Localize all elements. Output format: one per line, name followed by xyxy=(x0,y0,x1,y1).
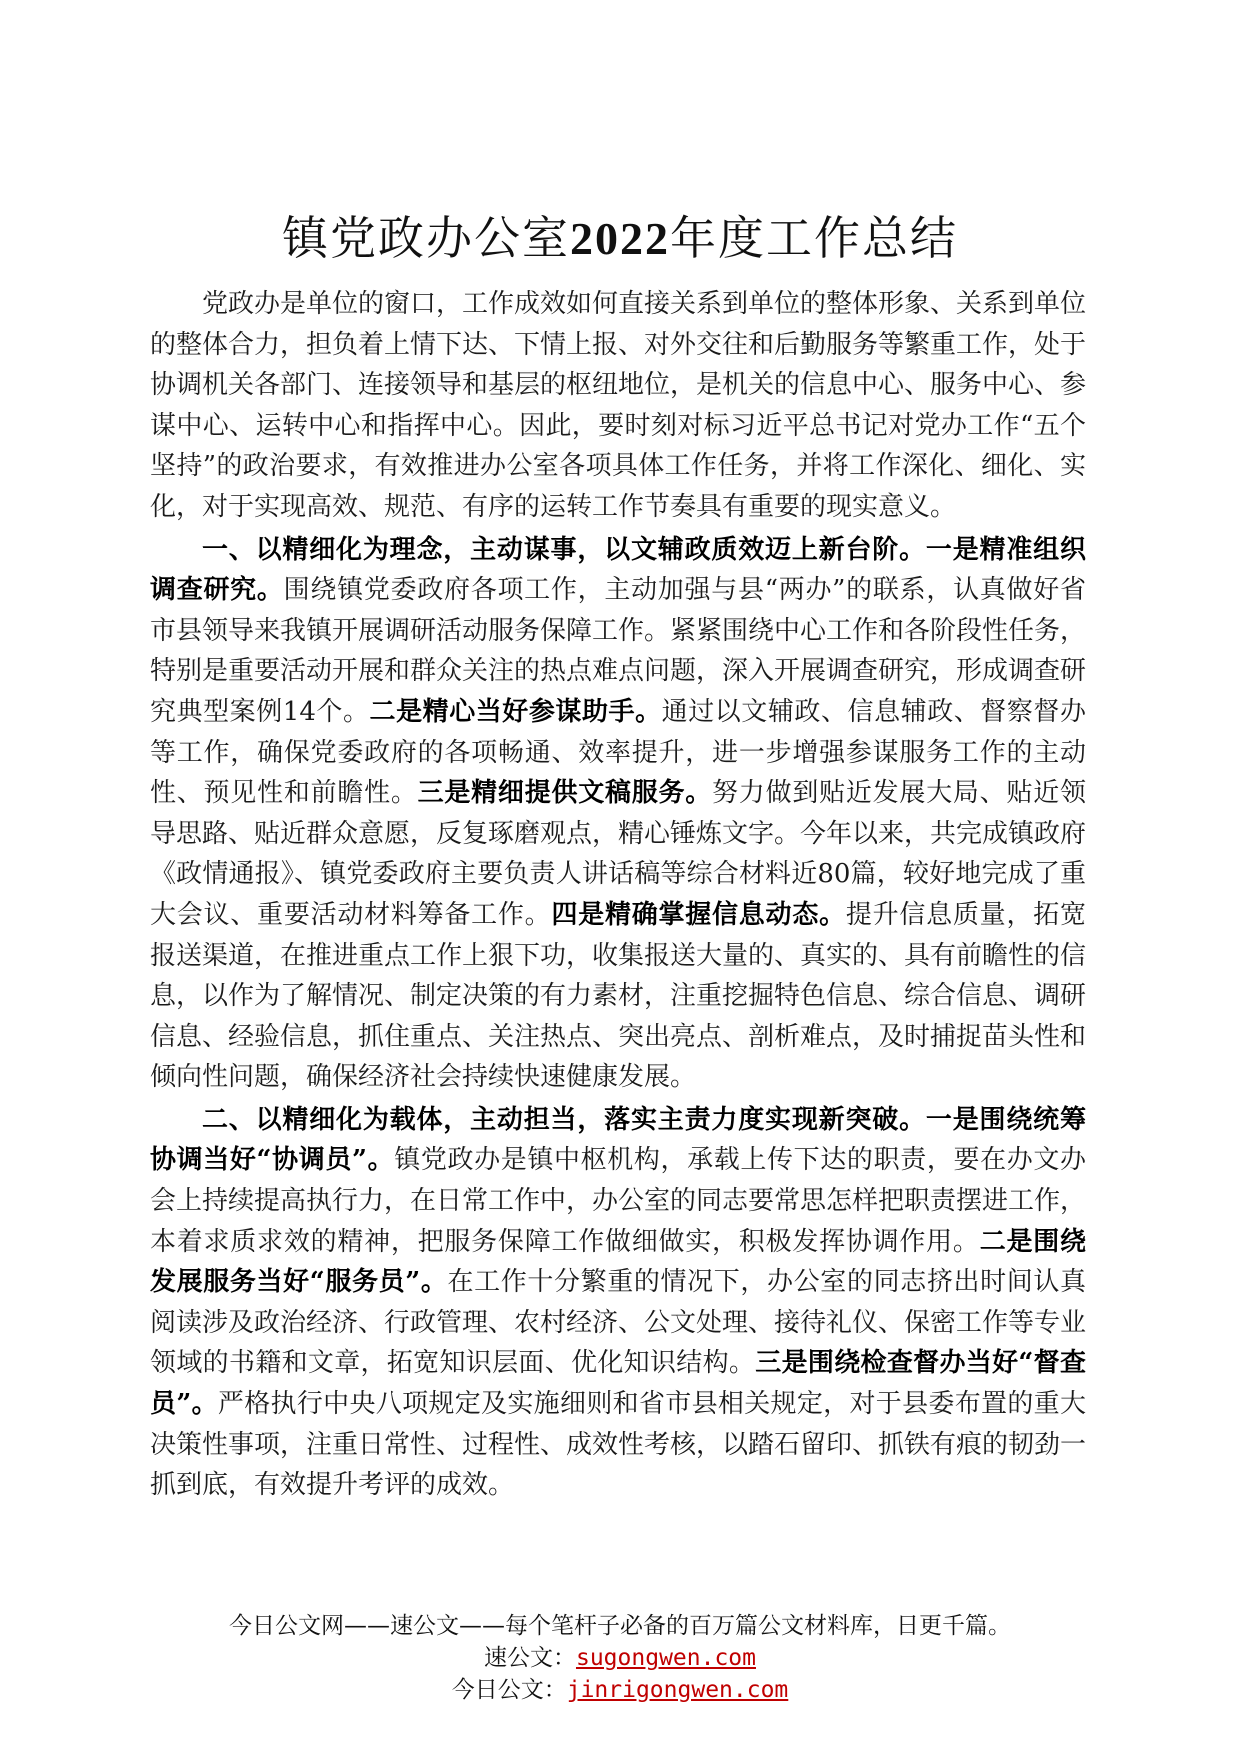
section-2-point-2-title: 二是围绕发展服务当好“服务员”。 xyxy=(150,1226,1086,1298)
section-1-point-2-text: 通过以文辅政、信息辅政、督察督办等工作，确保党委政府的各项畅通、效率提升，进一步增强参谋服务工作的主动性、预见性和前瞻性。 xyxy=(150,696,1086,809)
document-body xyxy=(150,284,1086,1508)
section-2-paragraph xyxy=(150,1100,1086,1506)
footer-jinrigongwen-line xyxy=(0,1674,1240,1706)
sugongwen-link[interactable]: sugongwen.com xyxy=(575,1645,756,1671)
footer-sugongwen-line xyxy=(0,1642,1240,1674)
document-title xyxy=(0,208,1240,269)
section-1-point-1-title: 一是精准组织调查研究。 xyxy=(150,534,1086,606)
section-1-point-3-text: 努力做到贴近发展大局、贴近领导思路、贴近群众意愿，反复琢磨观点，精心锤炼文字。今年以来，共完成镇政府《政情通报》、镇党委政府主要负责人讲话稿等综合材料近80篇，较好地完成了重大会议、重要活动材料筹备工作。 xyxy=(150,778,1087,930)
section-1-point-3-title: 三是精细提供文稿服务。 xyxy=(417,778,713,809)
intro-paragraph: 党政办是单位的窗口，工作成效如何直接关系到单位的整体形象、关系到单位的整体合力，担负着上情下达、下情上报、对外交往和后勤服务等繁重工作，处于协调机关各部门、连接领导和基层的枢纽地位，是机关的信息中心、服务中心、参谋中心、运转中心和指挥中心。因此，要时刻对标习近平总书记对党办工作“五个坚持”的政治要求，有效推进办公室各项具体工作任务，并将工作深化、细化、实化，对于实现高效、规范、有序的运转工作节奏具有重要的现实意义。 xyxy=(150,289,1087,522)
promo-footer xyxy=(0,1610,1240,1706)
section-1-heading: 一、以精细化为理念，主动谋事，以文辅政质效迈上新台阶。 xyxy=(202,534,926,565)
section-2-point-2-text: 在工作十分繁重的情况下，办公室的同志挤出时间认真阅读涉及政治经济、行政管理、农村经济、公文处理、接待礼仪、保密工作等专业领域的书籍和文章，拓宽知识层面、优化知识结构。 xyxy=(150,1267,1087,1379)
footer-slogan: 今日公文网——速公文——每个笔杆子必备的百万篇公文材料库，日更千篇。 xyxy=(229,1613,1011,1639)
section-1-point-2-title: 二是精心当好参谋助手。 xyxy=(369,696,662,727)
section-2-point-3-text: 严格执行中央八项规定及实施细则和省市县相关规定，对于县委布置的重大决策性事项，注重日常性、过程性、成效性考核，以踏石留印、抓铁有痕的韧劲一抓到底，有效提升考评的成效。 xyxy=(150,1389,1087,1501)
footer-sugongwen-label: 速公文： xyxy=(483,1645,576,1671)
section-1-paragraph xyxy=(150,530,1086,1098)
title-year: 2022 xyxy=(570,213,670,264)
title-prefix: 镇党政办公室 xyxy=(282,211,570,265)
jinrigongwen-link[interactable]: jinrigongwen.com xyxy=(566,1677,789,1703)
section-1-point-4-title: 四是精确掌握信息动态。 xyxy=(551,899,846,930)
section-2-heading: 二、以精细化为载体，主动担当，落实主责力度实现新突破。 xyxy=(202,1104,926,1135)
footer-jinrigongwen-label: 今日公文： xyxy=(451,1677,567,1703)
section-2-point-1-title: 一是围绕统筹协调当好“协调员”。 xyxy=(150,1104,1086,1176)
section-2-point-1-text: 镇党政办是镇中枢机构，承载上传下达的职责，要在办文办会上持续提高执行力，在日常工作中，办公室的同志要常思怎样把职责摆进工作，本着求质求效的精神，把服务保障工作做细做实，积极发挥协调作用。 xyxy=(150,1145,1087,1257)
section-2-point-3-title: 三是围绕检查督办当好“督查员”。 xyxy=(150,1348,1086,1420)
section-1-point-4-text: 提升信息质量，拓宽报送渠道，在推进重点工作上狠下功，收集报送大量的、真实的、具有前瞻性的信息，以作为了解情况、制定决策的有力素材，注重挖掘特色信息、综合信息、调研信息、经验信息，抓住重点、关注热点、突出亮点、剖析难点，及时捕捉苗头性和倾向性问题，确保经济社会持续快速健康发展。 xyxy=(150,899,1087,1093)
section-1-point-1-text: 围绕镇党委政府各项工作，主动加强与县“两办”的联系，认真做好省市县领导来我镇开展调研活动服务保障工作。紧紧围绕中心工作和各阶段性任务，特别是重要活动开展和群众关注的热点难点问题，深入开展调查研究，形成调查研究典型案例14个。 xyxy=(150,575,1087,727)
title-suffix: 年度工作总结 xyxy=(670,211,958,265)
